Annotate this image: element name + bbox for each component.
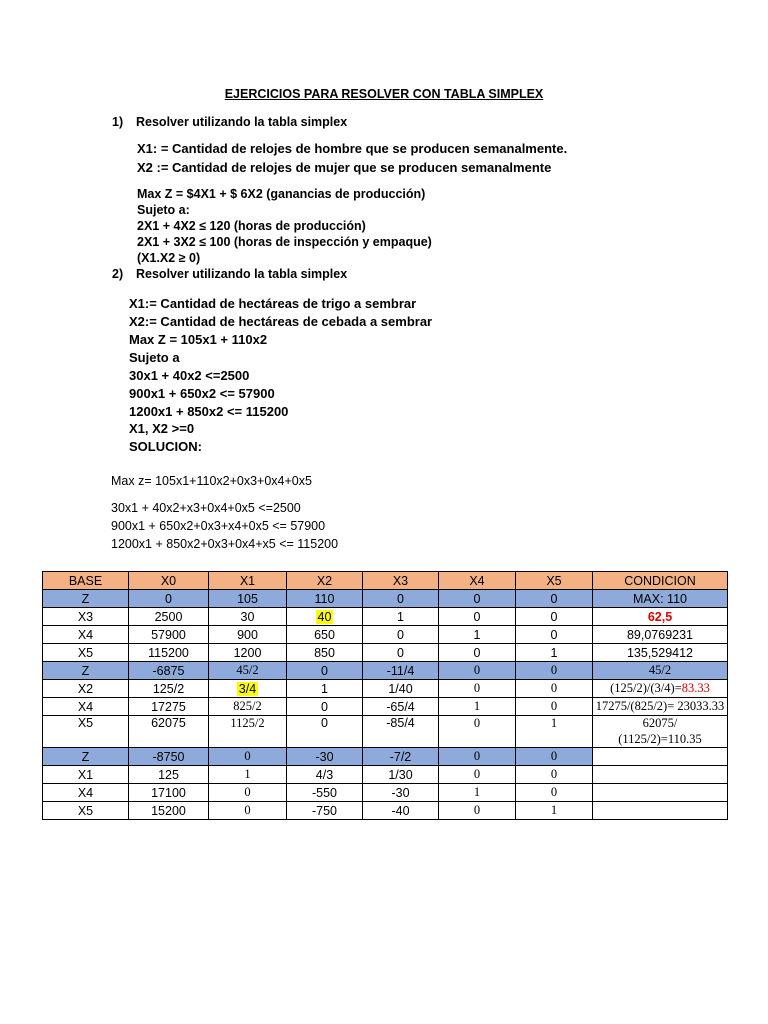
table-cell: X1 xyxy=(43,766,129,784)
table-row xyxy=(43,608,728,626)
standard-constraint-3: 1200x1 + 850x2+0x3+0x4+x5 <= 115200 xyxy=(111,537,339,551)
ex1-var-x1: X1: = Cantidad de relojes de hombre que se producen semanalmente. xyxy=(137,141,568,156)
table-cell: X4 xyxy=(43,784,129,802)
ex2-constraint-2: 900x1 + 650x2 <= 57900 xyxy=(129,386,275,401)
table-cell: X2 xyxy=(43,680,129,698)
table-row xyxy=(43,748,728,766)
table-cell: 0 xyxy=(516,698,593,716)
table-row xyxy=(43,644,728,662)
table-cell: 1200 xyxy=(209,644,287,662)
table-cell: X4 xyxy=(43,626,129,644)
table-cell xyxy=(593,784,728,802)
ex2-constraint-3: 1200x1 + 850x2 <= 115200 xyxy=(129,404,289,419)
table-cell: 1 xyxy=(363,608,439,626)
table-cell: 45/2 xyxy=(593,662,728,680)
table-cell: 105 xyxy=(209,590,287,608)
table-cell: 0 xyxy=(439,748,516,766)
ex2-number: 2) xyxy=(112,267,124,281)
table-row xyxy=(43,766,728,784)
table-cell: 0 xyxy=(209,784,287,802)
table-cell: -30 xyxy=(363,784,439,802)
header-cell: X0 xyxy=(129,572,209,590)
table-cell: 1 xyxy=(516,802,593,820)
table-cell: Z xyxy=(43,590,129,608)
ex1-subject: Sujeto a: xyxy=(137,203,190,217)
table-row xyxy=(43,698,728,716)
table-cell xyxy=(593,802,728,820)
header-cell: CONDICION xyxy=(593,572,728,590)
table-cell: 0 xyxy=(439,716,516,748)
table-cell: 1/40 xyxy=(363,680,439,698)
pivot-highlight: 3/4 xyxy=(238,681,257,696)
table-cell: 0 xyxy=(516,784,593,802)
table-cell: -550 xyxy=(287,784,363,802)
table-cell: 0 xyxy=(287,662,363,680)
table-cell: 0 xyxy=(363,644,439,662)
ex1-var-x2: X2 := Cantidad de relojes de mujer que se producen semanalmente xyxy=(137,160,552,175)
ex2-var-x1: X1:= Cantidad de hectáreas de trigo a sembrar xyxy=(129,296,417,311)
table-cell: X4 xyxy=(43,698,129,716)
table-cell: X5 xyxy=(43,716,129,748)
table-cell: -11/4 xyxy=(363,662,439,680)
table-cell: 45/2 xyxy=(209,662,287,680)
ex1-constraint-3: (X1.X2 ≥ 0) xyxy=(137,251,201,265)
header-cell: X2 xyxy=(287,572,363,590)
table-cell: 825/2 xyxy=(209,698,287,716)
ex1-heading: Resolver utilizando la tabla simplex xyxy=(136,115,348,129)
table-cell: Z xyxy=(43,748,129,766)
table-cell: -30 xyxy=(287,748,363,766)
table-cell: 4/3 xyxy=(287,766,363,784)
ex1-objective: Max Z = $4X1 + $ 6X2 (ganancias de producción) xyxy=(137,187,426,201)
table-cell: -6875 xyxy=(129,662,209,680)
table-cell: 17275 xyxy=(129,698,209,716)
table-cell: Z xyxy=(43,662,129,680)
table-row xyxy=(43,680,728,698)
table-cell: 17275/(825/2)= 23033.33 xyxy=(593,698,728,716)
table-cell: -7/2 xyxy=(363,748,439,766)
table-cell: 0 xyxy=(516,608,593,626)
table-cell: 0 xyxy=(287,716,363,748)
ex2-subject: Sujeto a xyxy=(129,350,180,365)
table-row xyxy=(43,590,728,608)
table-cell: X3 xyxy=(43,608,129,626)
table-cell: 57900 xyxy=(129,626,209,644)
ratio-expression-line-2: (1125/2)=110.35 xyxy=(618,731,702,746)
table-cell: 17100 xyxy=(129,784,209,802)
ex1-number: 1) xyxy=(112,115,124,129)
table-cell: 850 xyxy=(287,644,363,662)
table-cell: 0 xyxy=(209,748,287,766)
table-cell xyxy=(593,716,728,748)
ex2-solution-label: SOLUCION: xyxy=(129,439,202,454)
table-cell: 1 xyxy=(516,644,593,662)
table-cell: 62075 xyxy=(129,716,209,748)
pivot-highlight: 40 xyxy=(317,609,332,624)
ex2-constraint-4: X1, X2 >=0 xyxy=(129,421,195,436)
standard-constraint-1: 30x1 + 40x2+x3+0x4+0x5 <=2500 xyxy=(111,501,301,515)
table-cell: 0 xyxy=(439,590,516,608)
ex2-var-x2: X2:= Cantidad de hectáreas de cebada a sembrar xyxy=(129,314,433,329)
table-cell xyxy=(287,608,363,626)
ex2-objective: Max Z = 105x1 + 110x2 xyxy=(129,332,268,347)
ex1-constraint-1: 2X1 + 4X2 ≤ 120 (horas de producción) xyxy=(137,219,366,233)
table-cell: X5 xyxy=(43,802,129,820)
table-cell xyxy=(593,748,728,766)
table-cell: 900 xyxy=(209,626,287,644)
table-cell: 0 xyxy=(209,802,287,820)
table-cell: 0 xyxy=(516,590,593,608)
table-cell xyxy=(209,680,287,698)
table-cell: 0 xyxy=(516,748,593,766)
table-cell: MAX: 110 xyxy=(593,590,728,608)
table-cell: 62,5 xyxy=(593,608,728,626)
table-cell: -65/4 xyxy=(363,698,439,716)
table-cell: 0 xyxy=(439,608,516,626)
header-cell: X4 xyxy=(439,572,516,590)
table-cell: 135,529412 xyxy=(593,644,728,662)
header-cell: X3 xyxy=(363,572,439,590)
table-cell: 125 xyxy=(129,766,209,784)
table-cell: 15200 xyxy=(129,802,209,820)
table-cell: -8750 xyxy=(129,748,209,766)
table-cell: 0 xyxy=(439,680,516,698)
ratio-result: 83.33 xyxy=(681,681,710,695)
table-cell: 2500 xyxy=(129,608,209,626)
table-cell: 89,0769231 xyxy=(593,626,728,644)
table-cell: 1125/2 xyxy=(209,716,287,748)
table-row xyxy=(43,716,728,748)
header-cell: X1 xyxy=(209,572,287,590)
table-cell: 1/30 xyxy=(363,766,439,784)
table-cell: 125/2 xyxy=(129,680,209,698)
table-row xyxy=(43,802,728,820)
table-cell: 1 xyxy=(516,716,593,748)
table-row xyxy=(43,662,728,680)
standard-constraint-2: 900x1 + 650x2+0x3+x4+0x5 <= 57900 xyxy=(111,519,326,533)
table-cell: 0 xyxy=(287,698,363,716)
table-cell: -750 xyxy=(287,802,363,820)
ex2-heading: Resolver utilizando la tabla simplex xyxy=(136,267,348,281)
table-cell: 0 xyxy=(363,590,439,608)
table-cell: 0 xyxy=(439,662,516,680)
table-cell: 1 xyxy=(209,766,287,784)
table-cell: 0 xyxy=(439,802,516,820)
table-cell: -40 xyxy=(363,802,439,820)
table-cell: 0 xyxy=(516,626,593,644)
table-cell: 1 xyxy=(439,698,516,716)
table-cell: 0 xyxy=(516,766,593,784)
header-cell: BASE xyxy=(43,572,129,590)
table-cell: 1 xyxy=(287,680,363,698)
table-cell xyxy=(593,680,728,698)
table-cell: 110 xyxy=(287,590,363,608)
table-cell: X5 xyxy=(43,644,129,662)
table-cell: 0 xyxy=(363,626,439,644)
table-cell: 30 xyxy=(209,608,287,626)
ex1-constraint-2: 2X1 + 3X2 ≤ 100 (horas de inspección y empaque) xyxy=(137,235,432,249)
table-cell: 0 xyxy=(516,662,593,680)
table-cell: 0 xyxy=(439,766,516,784)
table-row xyxy=(43,626,728,644)
ratio-expression: (125/2)/(3/4)= xyxy=(610,681,682,695)
table-cell: 0 xyxy=(129,590,209,608)
table-cell: 1 xyxy=(439,784,516,802)
table-cell: 0 xyxy=(439,644,516,662)
simplex-table xyxy=(42,571,728,820)
table-cell: 0 xyxy=(516,680,593,698)
table-header-row xyxy=(43,572,728,590)
table-cell: 650 xyxy=(287,626,363,644)
table-cell: -85/4 xyxy=(363,716,439,748)
standard-objective: Max z= 105x1+110x2+0x3+0x4+0x5 xyxy=(111,474,312,488)
ex2-constraint-1: 30x1 + 40x2 <=2500 xyxy=(129,368,250,383)
header-cell: X5 xyxy=(516,572,593,590)
table-cell xyxy=(593,766,728,784)
page-title: EJERCICIOS PARA RESOLVER CON TABLA SIMPLEX xyxy=(224,87,544,101)
table-cell: 1 xyxy=(439,626,516,644)
ratio-expression-line-1: 62075/ xyxy=(642,716,678,730)
table-cell: 115200 xyxy=(129,644,209,662)
table-row xyxy=(43,784,728,802)
